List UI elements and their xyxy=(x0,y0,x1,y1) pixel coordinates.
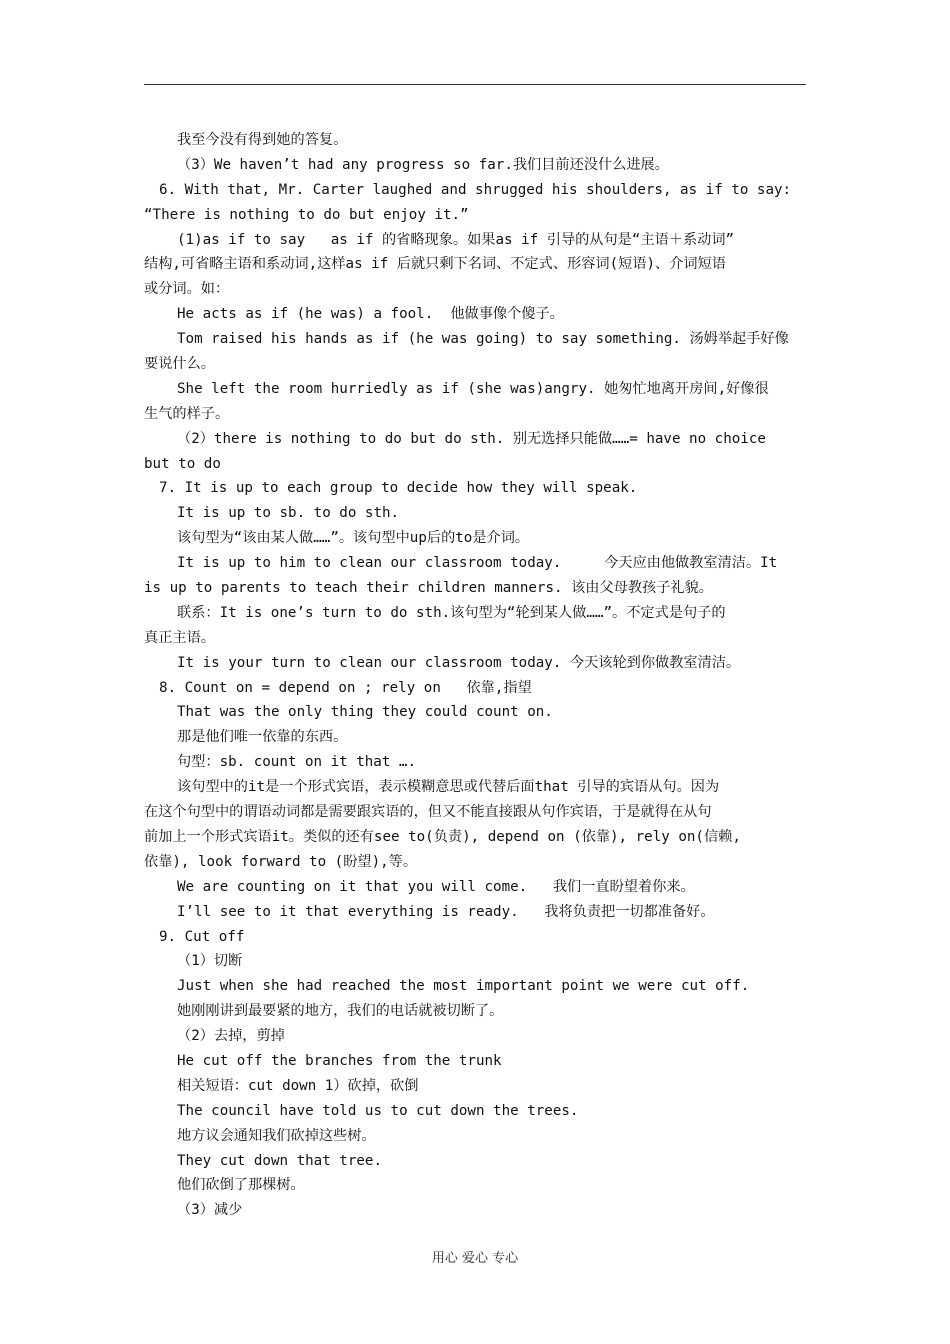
header-rule xyxy=(144,84,806,85)
text-line: 7. It is up to each group to decide how they will speak. xyxy=(159,480,638,497)
text-line: （1）切断 xyxy=(177,953,243,970)
text-line: 联系：It is one’s turn to do sth.该句型为“轮到某人做……”。不定式是句子的 xyxy=(177,604,726,621)
text-line: 结构,可省略主语和系动词,这样as if 后就只剩下名词、不定式、形容词(短语)、介词短语 xyxy=(144,256,726,273)
text-line: 8. Count on = depend on ; rely on 依靠,指望 xyxy=(159,679,532,696)
page-footer: 用心 爱心 专心 xyxy=(431,1251,519,1266)
text-line: He cut off the branches from the trunk xyxy=(177,1052,502,1069)
text-line: 要说什么。 xyxy=(144,356,215,373)
text-line: 9. Cut off xyxy=(159,928,245,945)
text-line: That was the only thing they could count on. xyxy=(177,704,553,721)
text-line: “There is nothing to do but enjoy it.” xyxy=(144,206,469,223)
text-line: He acts as if (he was) a fool. 他做事像个傻子。 xyxy=(177,306,564,323)
text-line: I’ll see to it that everything is ready. 我将负责把一切都准备好。 xyxy=(177,903,715,920)
text-line: （3）减少 xyxy=(177,1202,243,1219)
text-line: 该句型中的it是一个形式宾语，表示模糊意思或代替后面that 引导的宾语从句。因为 xyxy=(177,779,720,796)
text-line: is up to parents to teach their children manners. 该由父母教孩子礼貌。 xyxy=(144,580,713,597)
text-line: Tom raised his hands as if (he was going) to say something. 汤姆举起手好像 xyxy=(177,331,789,348)
text-line: 6. With that, Mr. Carter laughed and shrugged his shoulders, as if to say: xyxy=(159,181,792,198)
text-line: 在这个句型中的谓语动词都是需要跟宾语的，但又不能直接跟从句作宾语，于是就得在从句 xyxy=(144,804,712,821)
text-line: 真正主语。 xyxy=(144,629,215,646)
text-line: It is your turn to clean our classroom today. 今天该轮到你做教室清洁。 xyxy=(177,654,741,671)
text-line: 那是他们唯一依靠的东西。 xyxy=(177,729,348,746)
text-line: 她刚刚讲到最要紧的地方，我们的电话就被切断了。 xyxy=(177,1003,504,1020)
text-line: 生气的样子。 xyxy=(144,405,230,422)
text-line: 相关短语：cut down 1）砍掉，砍倒 xyxy=(177,1077,419,1094)
text-line: 句型：sb. count on it that …. xyxy=(177,754,417,771)
text-line: It is up to him to clean our classroom today. 今天应由他做教室清洁。It xyxy=(177,555,778,572)
text-line: They cut down that tree. xyxy=(177,1152,382,1169)
text-line: 我至今没有得到她的答复。 xyxy=(177,132,348,148)
text-line: 依靠), look forward to (盼望),等。 xyxy=(144,853,418,870)
text-line: She left the room hurriedly as if (she was)angry. 她匆忙地离开房间,好像很 xyxy=(177,380,769,397)
text-line: （3）We haven’t had any progress so far.我们目前还没什么进展。 xyxy=(177,156,669,173)
text-line: （2）去掉，剪掉 xyxy=(177,1028,285,1045)
text-line: but to do xyxy=(144,455,221,472)
text-line: （2）there is nothing to do but do sth. 别无选择只能做……= have no choice xyxy=(177,430,766,447)
text-line: (1)as if to say as if 的省略现象。如果as if 引导的从句是“主语＋系动词” xyxy=(177,231,735,248)
text-line: 他们砍倒了那棵树。 xyxy=(177,1177,305,1194)
text-line: It is up to sb. to do sth. xyxy=(177,505,400,522)
text-line: 该句型为“该由某人做……”。该句型中up后的to是介词。 xyxy=(177,530,530,547)
text-line: Just when she had reached the most important point we were cut off. xyxy=(177,978,750,995)
document-body xyxy=(144,128,806,1223)
text-line: 前加上一个形式宾语it。类似的还有see to(负责), depend on (依靠), rely on(信赖, xyxy=(144,828,741,845)
text-line: 或分词。如： xyxy=(144,281,230,298)
text-line: We are counting on it that you will come. 我们一直盼望着你来。 xyxy=(177,878,695,895)
text-line: 地方议会通知我们砍掉这些树。 xyxy=(177,1127,376,1144)
text-line: The council have told us to cut down the trees. xyxy=(177,1102,579,1119)
